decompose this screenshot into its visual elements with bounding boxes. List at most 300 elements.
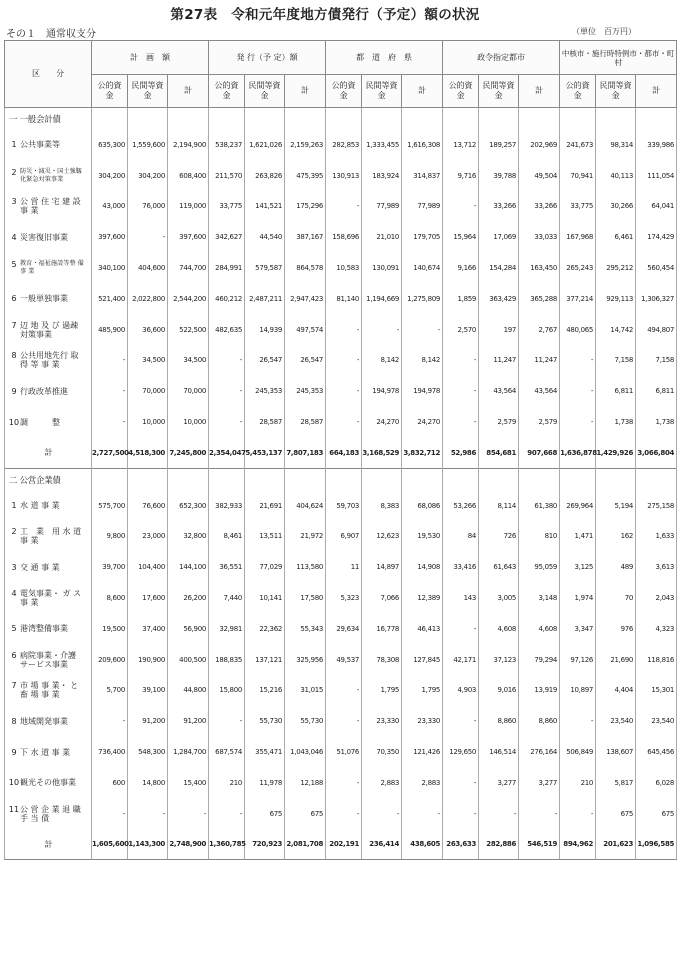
value-cell: 377,214 xyxy=(560,283,596,314)
value-cell: 485,900 xyxy=(92,314,128,345)
value-cell: 44,800 xyxy=(168,675,209,706)
value-cell: - xyxy=(443,376,479,407)
row-label xyxy=(5,345,92,376)
value-cell: 8,860 xyxy=(479,706,519,737)
value-cell: 482,635 xyxy=(209,314,245,345)
subheader-subtotal: 計 xyxy=(285,75,326,108)
row-label-text: 水 道 事 業 xyxy=(20,501,60,511)
value-cell: 23,540 xyxy=(596,706,636,737)
row-label xyxy=(5,490,92,521)
value-cell: 2,194,900 xyxy=(168,130,209,161)
row-label xyxy=(5,376,92,407)
empty-cell xyxy=(326,108,362,130)
value-cell: 460,212 xyxy=(209,283,245,314)
value-cell: 55,730 xyxy=(245,706,285,737)
value-cell: 70 xyxy=(596,583,636,614)
value-cell: 49,504 xyxy=(519,160,560,191)
row-label xyxy=(5,222,92,253)
value-cell: 506,849 xyxy=(560,737,596,768)
table-row xyxy=(5,552,677,583)
subheader-public-funds: 公的資金 xyxy=(209,75,245,108)
value-cell: 10,000 xyxy=(128,407,168,438)
row-label-text: 公 営 企 業 退 職 手 当 債 xyxy=(20,804,81,823)
value-cell: 1,043,046 xyxy=(285,737,326,768)
row-number: 9 xyxy=(11,747,17,757)
value-cell: - xyxy=(479,798,519,829)
empty-cell xyxy=(560,108,596,130)
value-cell: 245,353 xyxy=(285,376,326,407)
table-row xyxy=(5,376,677,407)
total-value-cell: 438,605 xyxy=(402,829,443,860)
value-cell: 34,500 xyxy=(128,345,168,376)
value-cell: 33,775 xyxy=(560,191,596,222)
value-cell: 97,126 xyxy=(560,644,596,675)
value-cell: - xyxy=(362,314,402,345)
value-cell: 190,900 xyxy=(128,644,168,675)
value-cell: 210 xyxy=(560,767,596,798)
value-cell: 130,913 xyxy=(326,160,362,191)
value-cell: 43,000 xyxy=(92,191,128,222)
value-cell: 13,511 xyxy=(245,521,285,552)
subheader-public-funds: 公的資金 xyxy=(326,75,362,108)
row-number: 5 xyxy=(11,624,17,634)
value-cell: 736,400 xyxy=(92,737,128,768)
row-number: 6 xyxy=(11,294,17,304)
table-row xyxy=(5,737,677,768)
subheader-public-funds: 公的資金 xyxy=(560,75,596,108)
row-number: 11 xyxy=(8,804,20,814)
table-row xyxy=(5,706,677,737)
value-cell: 146,514 xyxy=(479,737,519,768)
row-label xyxy=(5,706,92,737)
value-cell: 5,194 xyxy=(596,490,636,521)
value-cell: 600 xyxy=(92,767,128,798)
value-cell: - xyxy=(519,798,560,829)
value-cell: 3,347 xyxy=(560,613,596,644)
row-label xyxy=(5,613,92,644)
value-cell: 175,296 xyxy=(285,191,326,222)
value-cell: 78,308 xyxy=(362,644,402,675)
total-value-cell: 1,360,785 xyxy=(209,829,245,860)
table-row xyxy=(5,613,677,644)
subheader-private-funds: 民間等資金 xyxy=(596,75,636,108)
value-cell: 6,028 xyxy=(636,767,677,798)
value-cell: 137,121 xyxy=(245,644,285,675)
value-cell: 19,500 xyxy=(92,613,128,644)
subheader-public-funds: 公的資金 xyxy=(443,75,479,108)
value-cell: - xyxy=(209,706,245,737)
table-row xyxy=(5,253,677,284)
value-cell: 276,164 xyxy=(519,737,560,768)
value-cell: 61,380 xyxy=(519,490,560,521)
value-cell: 33,266 xyxy=(519,191,560,222)
total-value-cell: 664,183 xyxy=(326,437,362,468)
value-cell: 1,194,669 xyxy=(362,283,402,314)
value-cell: 397,600 xyxy=(168,222,209,253)
value-cell: 197 xyxy=(479,314,519,345)
value-cell: 12,389 xyxy=(402,583,443,614)
row-label-text: 辺 地 及 び 過疎対策事業 xyxy=(20,320,79,339)
row-number: 5 xyxy=(11,260,17,270)
value-cell: 8,383 xyxy=(362,490,402,521)
row-number: 8 xyxy=(11,716,17,726)
value-cell: 14,908 xyxy=(402,552,443,583)
subheader-public-funds: 公的資金 xyxy=(92,75,128,108)
subheader-subtotal: 計 xyxy=(519,75,560,108)
bond-issuance-table xyxy=(4,40,677,860)
value-cell: - xyxy=(326,191,362,222)
value-cell: 3,125 xyxy=(560,552,596,583)
value-cell: 14,897 xyxy=(362,552,402,583)
value-cell: 39,788 xyxy=(479,160,519,191)
total-value-cell: 1,636,878 xyxy=(560,437,596,468)
value-cell: 210 xyxy=(209,767,245,798)
value-cell: 304,200 xyxy=(128,160,168,191)
value-cell: 5,700 xyxy=(92,675,128,706)
row-number: 7 xyxy=(11,681,17,691)
subheader-private-funds: 民間等資金 xyxy=(479,75,519,108)
value-cell: 1,633 xyxy=(636,521,677,552)
value-cell: 1,738 xyxy=(596,407,636,438)
empty-cell xyxy=(168,108,209,130)
total-value-cell: 236,414 xyxy=(362,829,402,860)
value-cell: 404,624 xyxy=(285,490,326,521)
value-cell: 675 xyxy=(596,798,636,829)
value-cell: 342,627 xyxy=(209,222,245,253)
row-label xyxy=(5,521,92,552)
value-cell: 363,429 xyxy=(479,283,519,314)
value-cell: 6,811 xyxy=(596,376,636,407)
value-cell: 37,400 xyxy=(128,613,168,644)
empty-cell xyxy=(479,108,519,130)
value-cell: 6,811 xyxy=(636,376,677,407)
value-cell: 8,600 xyxy=(92,583,128,614)
value-cell: 284,991 xyxy=(209,253,245,284)
value-cell: 2,022,800 xyxy=(128,283,168,314)
row-label-text: 地域開発事業 xyxy=(20,716,68,726)
value-cell: 241,673 xyxy=(560,130,596,161)
row-label-text: 教育・福祉施設等整 備 事 業 xyxy=(20,260,84,276)
value-cell: 13,712 xyxy=(443,130,479,161)
value-cell: 24,270 xyxy=(402,407,443,438)
empty-cell xyxy=(326,468,362,490)
value-cell: - xyxy=(402,314,443,345)
empty-cell xyxy=(209,468,245,490)
value-cell: 162 xyxy=(596,521,636,552)
table-title: 第27表 令和元年度地方債発行（予定）額の状況 xyxy=(170,7,480,23)
value-cell: 1,859 xyxy=(443,283,479,314)
value-cell: - xyxy=(402,798,443,829)
value-cell: 32,981 xyxy=(209,613,245,644)
row-label-text: 工 業 用 水 道 事 業 xyxy=(20,527,82,546)
row-label-text: 一般単独事業 xyxy=(20,294,68,304)
value-cell: 522,500 xyxy=(168,314,209,345)
value-cell: 70,350 xyxy=(362,737,402,768)
value-cell: 387,167 xyxy=(285,222,326,253)
value-cell: 1,333,455 xyxy=(362,130,402,161)
value-cell: 30,266 xyxy=(596,191,636,222)
value-cell: 11,978 xyxy=(245,767,285,798)
value-cell: 675 xyxy=(636,798,677,829)
value-cell: 687,574 xyxy=(209,737,245,768)
row-header-cell: 区 分 xyxy=(5,41,92,108)
row-number: 10 xyxy=(8,778,20,788)
value-cell: 10,897 xyxy=(560,675,596,706)
value-cell: 8,142 xyxy=(362,345,402,376)
value-cell: 10,141 xyxy=(245,583,285,614)
value-cell: 404,600 xyxy=(128,253,168,284)
subheader-subtotal: 計 xyxy=(402,75,443,108)
value-cell: 16,778 xyxy=(362,613,402,644)
value-cell: - xyxy=(326,798,362,829)
value-cell: 2,570 xyxy=(443,314,479,345)
row-label xyxy=(5,253,92,284)
value-cell: 76,600 xyxy=(128,490,168,521)
value-cell: 70,000 xyxy=(168,376,209,407)
table-row xyxy=(5,314,677,345)
total-value-cell: 263,633 xyxy=(443,829,479,860)
empty-cell xyxy=(636,468,677,490)
value-cell: 675 xyxy=(285,798,326,829)
value-cell: 1,559,600 xyxy=(128,130,168,161)
value-cell: 23,540 xyxy=(636,706,677,737)
total-value-cell: 3,066,804 xyxy=(636,437,677,468)
value-cell: 263,826 xyxy=(245,160,285,191)
total-value-cell: 5,453,137 xyxy=(245,437,285,468)
empty-cell xyxy=(209,108,245,130)
value-cell: 130,091 xyxy=(362,253,402,284)
row-number: 1 xyxy=(11,501,17,511)
value-cell: 5,817 xyxy=(596,767,636,798)
value-cell: 245,353 xyxy=(245,376,285,407)
empty-cell xyxy=(362,108,402,130)
table-subtitle: その１ 通常収支分 xyxy=(6,29,96,40)
total-value-cell: 1,096,585 xyxy=(636,829,677,860)
total-value-cell: 2,081,708 xyxy=(285,829,326,860)
value-cell: 118,816 xyxy=(636,644,677,675)
subheader-row xyxy=(5,75,677,108)
value-cell: 19,530 xyxy=(402,521,443,552)
total-value-cell: 202,191 xyxy=(326,829,362,860)
value-cell: 3,277 xyxy=(519,767,560,798)
value-cell: - xyxy=(560,706,596,737)
value-cell: - xyxy=(326,675,362,706)
value-cell: 17,580 xyxy=(285,583,326,614)
value-cell: 55,730 xyxy=(285,706,326,737)
value-cell: - xyxy=(209,376,245,407)
value-cell: 61,643 xyxy=(479,552,519,583)
value-cell: 494,807 xyxy=(636,314,677,345)
value-cell: 23,330 xyxy=(362,706,402,737)
subheader-private-funds: 民間等資金 xyxy=(245,75,285,108)
value-cell: 4,323 xyxy=(636,613,677,644)
row-label-text: 電気事業・ ガ ス 事 業 xyxy=(20,589,82,608)
row-label xyxy=(5,191,92,222)
group-header-core-cities: 中核市・施行時特例市・都市・町村 xyxy=(560,41,677,75)
value-cell: 3,005 xyxy=(479,583,519,614)
value-cell: 98,314 xyxy=(596,130,636,161)
value-cell: - xyxy=(326,314,362,345)
row-label-text: 災害復旧事業 xyxy=(20,232,68,242)
value-cell: - xyxy=(209,407,245,438)
value-cell: 174,429 xyxy=(636,222,677,253)
value-cell: 17,069 xyxy=(479,222,519,253)
value-cell: 17,600 xyxy=(128,583,168,614)
value-cell: 4,404 xyxy=(596,675,636,706)
value-cell: 8,461 xyxy=(209,521,245,552)
value-cell: - xyxy=(362,798,402,829)
row-number: 10 xyxy=(8,417,20,427)
value-cell: - xyxy=(560,407,596,438)
row-label-text: 市 場 事 業・ と 畜 場 事 業 xyxy=(20,681,79,700)
total-label: 計 xyxy=(5,829,92,860)
value-cell: 1,616,308 xyxy=(402,130,443,161)
empty-cell xyxy=(596,468,636,490)
value-cell: 7,440 xyxy=(209,583,245,614)
value-cell: 21,010 xyxy=(362,222,402,253)
value-cell: 77,989 xyxy=(362,191,402,222)
row-label xyxy=(5,283,92,314)
table-row xyxy=(5,675,677,706)
value-cell: 314,837 xyxy=(402,160,443,191)
section-header-row xyxy=(5,108,677,130)
value-cell: - xyxy=(92,345,128,376)
value-cell: 111,054 xyxy=(636,160,677,191)
value-cell: 489 xyxy=(596,552,636,583)
value-cell: 4,608 xyxy=(519,613,560,644)
value-cell: 22,362 xyxy=(245,613,285,644)
value-cell: 64,041 xyxy=(636,191,677,222)
value-cell: 282,853 xyxy=(326,130,362,161)
value-cell: 143 xyxy=(443,583,479,614)
value-cell: 579,587 xyxy=(245,253,285,284)
value-cell: 51,076 xyxy=(326,737,362,768)
empty-cell xyxy=(245,108,285,130)
value-cell: - xyxy=(92,706,128,737)
value-cell: - xyxy=(326,345,362,376)
total-value-cell: 4,518,300 xyxy=(128,437,168,468)
value-cell: 138,607 xyxy=(596,737,636,768)
row-number: 6 xyxy=(11,650,17,660)
row-label xyxy=(5,644,92,675)
value-cell: 141,521 xyxy=(245,191,285,222)
value-cell: 275,158 xyxy=(636,490,677,521)
row-number: 4 xyxy=(11,589,17,599)
value-cell: 55,343 xyxy=(285,613,326,644)
total-value-cell: 2,748,900 xyxy=(168,829,209,860)
total-value-cell: 2,727,500 xyxy=(92,437,128,468)
value-cell: 2,579 xyxy=(479,407,519,438)
value-cell: 91,200 xyxy=(128,706,168,737)
value-cell: 129,650 xyxy=(443,737,479,768)
value-cell: 81,140 xyxy=(326,283,362,314)
row-label-text: 公 営 住 宅 建 設 事 業 xyxy=(20,197,81,216)
value-cell: 39,100 xyxy=(128,675,168,706)
value-cell: - xyxy=(209,345,245,376)
value-cell: 1,471 xyxy=(560,521,596,552)
row-label-text: 観光その他事業 xyxy=(20,778,76,788)
value-cell: 645,456 xyxy=(636,737,677,768)
value-cell: 365,288 xyxy=(519,283,560,314)
row-number: 1 xyxy=(11,140,17,150)
row-label xyxy=(5,737,92,768)
value-cell: 70,941 xyxy=(560,160,596,191)
value-cell: 11 xyxy=(326,552,362,583)
empty-cell xyxy=(560,468,596,490)
value-cell: 976 xyxy=(596,613,636,644)
row-number: 2 xyxy=(11,167,17,177)
empty-cell xyxy=(402,108,443,130)
value-cell: 42,171 xyxy=(443,644,479,675)
value-cell: 158,696 xyxy=(326,222,362,253)
value-cell: - xyxy=(326,706,362,737)
value-cell: 11,247 xyxy=(519,345,560,376)
value-cell: 15,216 xyxy=(245,675,285,706)
value-cell: - xyxy=(443,345,479,376)
total-value-cell: 546,519 xyxy=(519,829,560,860)
value-cell: 23,000 xyxy=(128,521,168,552)
value-cell: - xyxy=(443,706,479,737)
value-cell: - xyxy=(209,798,245,829)
value-cell: 608,400 xyxy=(168,160,209,191)
row-label xyxy=(5,160,92,191)
value-cell: 382,933 xyxy=(209,490,245,521)
empty-cell xyxy=(519,468,560,490)
value-cell: 575,700 xyxy=(92,490,128,521)
value-cell: 49,537 xyxy=(326,644,362,675)
row-label xyxy=(5,767,92,798)
value-cell: 36,551 xyxy=(209,552,245,583)
total-value-cell: 52,986 xyxy=(443,437,479,468)
value-cell: 26,547 xyxy=(245,345,285,376)
value-cell: 26,200 xyxy=(168,583,209,614)
empty-cell xyxy=(92,468,128,490)
value-cell: 929,113 xyxy=(596,283,636,314)
value-cell: 1,738 xyxy=(636,407,677,438)
section-label: 二 公営企業債 xyxy=(5,468,92,490)
value-cell: - xyxy=(560,798,596,829)
table-row xyxy=(5,583,677,614)
value-cell: 40,113 xyxy=(596,160,636,191)
value-cell: 43,564 xyxy=(479,376,519,407)
value-cell: 9,016 xyxy=(479,675,519,706)
value-cell: 810 xyxy=(519,521,560,552)
value-cell: 70,000 xyxy=(128,376,168,407)
value-cell: 864,578 xyxy=(285,253,326,284)
value-cell: 1,621,026 xyxy=(245,130,285,161)
value-cell: 14,742 xyxy=(596,314,636,345)
empty-cell xyxy=(362,468,402,490)
row-label-text: 防災・減災・国土強靱化緊急対策事業 xyxy=(20,167,82,183)
value-cell: 521,400 xyxy=(92,283,128,314)
empty-cell xyxy=(479,468,519,490)
row-number: 7 xyxy=(11,320,17,330)
value-cell: 104,400 xyxy=(128,552,168,583)
value-cell: - xyxy=(443,191,479,222)
value-cell: 68,086 xyxy=(402,490,443,521)
total-value-cell: 894,962 xyxy=(560,829,596,860)
value-cell: 179,705 xyxy=(402,222,443,253)
empty-cell xyxy=(128,108,168,130)
value-cell: 12,188 xyxy=(285,767,326,798)
total-value-cell: 907,668 xyxy=(519,437,560,468)
value-cell: - xyxy=(443,407,479,438)
value-cell: 33,775 xyxy=(209,191,245,222)
value-cell: 480,065 xyxy=(560,314,596,345)
group-header-designated-cities: 政令指定都市 xyxy=(443,41,560,75)
empty-cell xyxy=(168,468,209,490)
group-header-plan: 計 画 額 xyxy=(92,41,209,75)
